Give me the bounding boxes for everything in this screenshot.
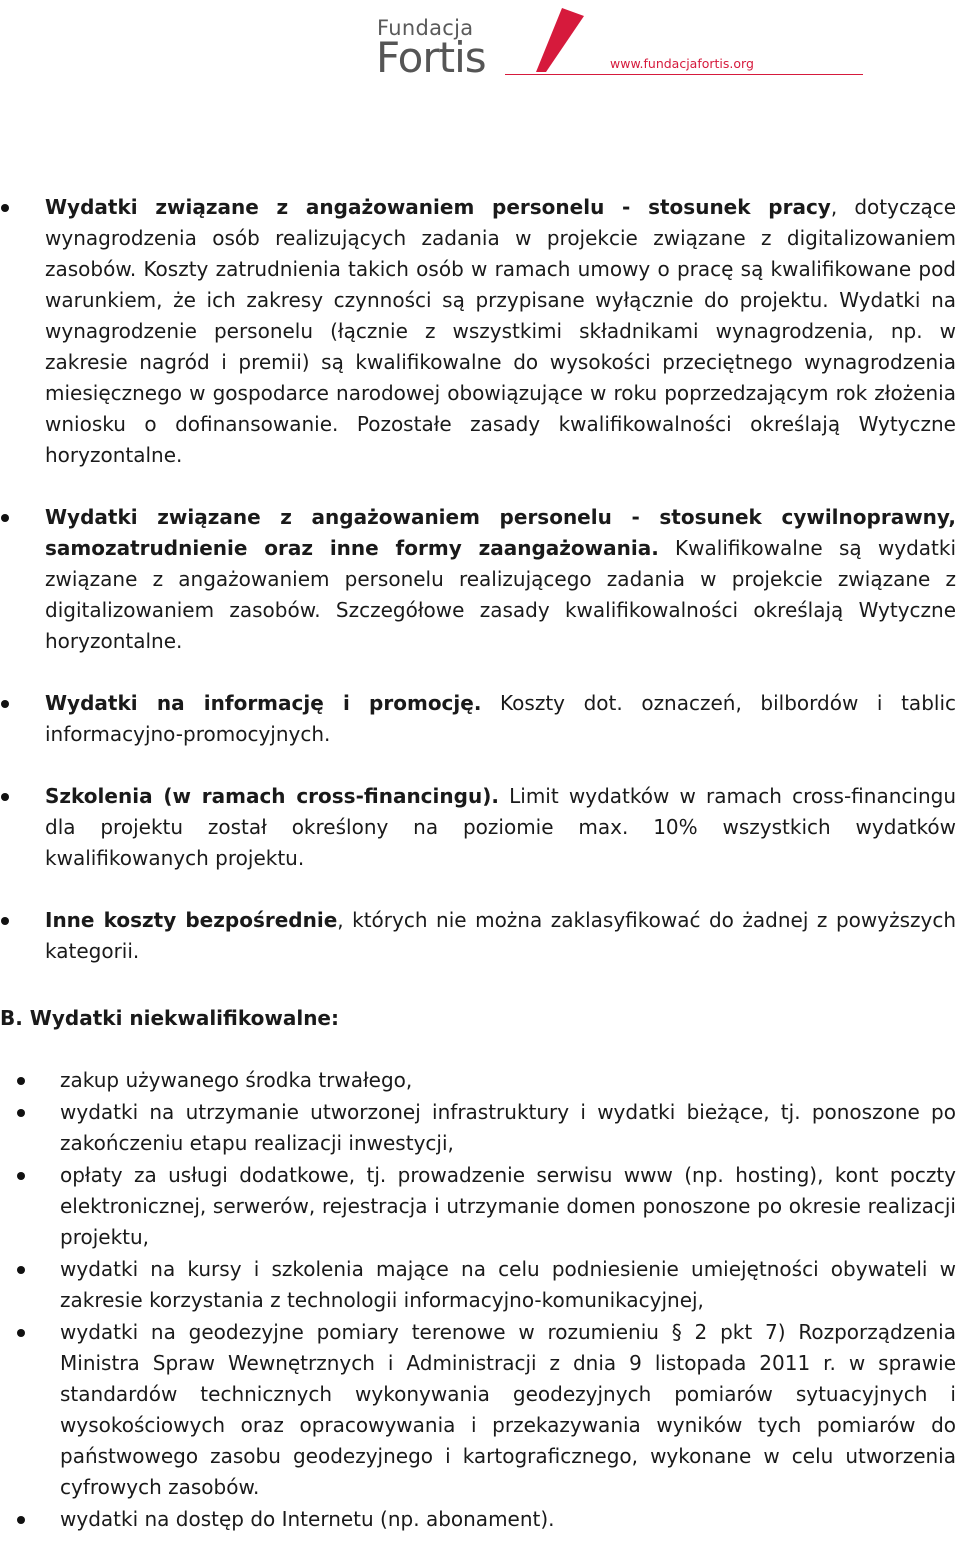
section-b-heading: B. Wydatki niekwalifikowalne: [0,1006,339,1030]
list-item [0,781,960,874]
list-item [0,1317,960,1503]
list-item [0,1065,960,1096]
item-bold-lead: Wydatki związane z angażowaniem personelu - stosunek pracy [45,195,831,219]
bullet-icon [1,917,9,925]
list-item [0,192,960,471]
bullet-icon [1,204,9,212]
fundacja-fortis-logo [376,6,526,80]
bullet-icon [17,1109,25,1117]
item-text: opłaty za usługi dodatkowe, tj. prowadzenie serwisu www (np. hosting), kont poczty elektronicznej, serwerów, rejestracja i utrzymanie domen ponoszone po okresie realizacji projektu, [60,1163,956,1249]
item-bold-lead: Szkolenia (w ramach cross-financingu). [45,784,499,808]
list-item [0,688,960,750]
header-divider [505,74,863,75]
logo-slash-icon [444,6,594,80]
list-item [0,1254,960,1316]
bullet-icon [1,514,9,522]
list-item [0,1160,960,1253]
item-text: , których nie można zaklasyfikować do żadnej z powyższych kategorii. [45,908,956,963]
list-item [0,502,960,657]
item-text: Koszty dot. oznaczeń, bilbordów i tablic informacyjno-promocyjnych. [45,691,956,746]
list-item [0,1097,960,1159]
bullet-icon [17,1516,25,1524]
document-body [0,192,960,1536]
list-item [0,905,960,967]
item-text: wydatki na dostęp do Internetu (np. abonament). [60,1507,555,1531]
item-bold-lead: Wydatki związane z angażowaniem personelu - stosunek cywilnoprawny, samozatrudnienie oraz inne formy zaangażowania. [45,505,956,560]
item-bold-lead: Inne koszty bezpośrednie [45,908,338,932]
item-bold-lead: Wydatki na informację i promocję. [45,691,482,715]
bullet-icon [1,700,9,708]
logo-word-fundacja: Fundacja [377,16,474,40]
bullet-icon [17,1077,25,1085]
item-text: , dotyczące wynagrodzenia osób realizujących zadania w projekcie związane z digitalizowaniem zasobów. Koszty zatrudnienia takich osób w ramach umowy o pracę są kwalifikowane pod warunkiem, że ich zakresy czynności są przypisane wyłącznie do projektu. Wydatki na wynagrodzenie personelu (łącznie z wszystkimi składnikami wynagrodzenia, np. w zakresie nagród i premii) są kwalifikowalne do wysokości przeciętnego wynagrodzenia miesięcznego w gospodarce narodowej obowiązujące w roku poprzedzającym rok złożenia wniosku o dofinansowanie. Pozostałe zasady kwalifikowalności określają Wytyczne horyzontalne. [45,195,957,467]
item-text: Kwalifikowalne są wydatki związane z angażowaniem personelu realizującego zadania w projekcie związane z digitalizowaniem zasobów. Szczegółowe zasady kwalifikowalności określają Wytyczne horyzontalne. [45,536,956,653]
item-text: zakup używanego środka trwałego, [60,1068,413,1092]
logo-word-fortis: Fortis [376,33,486,82]
website-url: www.fundacjafortis.org [610,56,754,71]
bullet-icon [17,1266,25,1274]
page-header [0,0,960,90]
list-item [0,1504,960,1535]
item-text: wydatki na geodezyjne pomiary terenowe w rozumieniu § 2 pkt 7) Rozporządzenia Ministra Spraw Wewnętrznych i Administracji z dnia 9 listopada 2011 r. w sprawie standardów technicznych wykonywania geodezyjnych pomiarów sytuacyjnych i wysokościowych oraz opracowywania i przekazywania wyników tych pomiarów do państwowego zasobu geodezyjnego i kartograficznego, wykonane w celu utworzenia cyfrowych zasobów. [60,1320,956,1499]
item-text: wydatki na utrzymanie utworzonej infrastruktury i wydatki bieżące, tj. ponoszone po zakończeniu etapu realizacji inwestycji, [60,1100,956,1155]
bullet-icon [17,1172,25,1180]
bullet-icon [17,1329,25,1337]
eligible-costs-list [0,192,960,967]
item-text: wydatki na kursy i szkolenia mające na celu podniesienie umiejętności obywateli w zakresie korzystania z technologii informacyjno-komunikacyjnej, [60,1257,956,1312]
ineligible-costs-list [0,1065,960,1535]
item-text: Limit wydatków w ramach cross-financingu dla projektu został określony na poziomie max. 10% wszystkich wydatków kwalifikowanych projektu. [45,784,956,870]
bullet-icon [1,793,9,801]
